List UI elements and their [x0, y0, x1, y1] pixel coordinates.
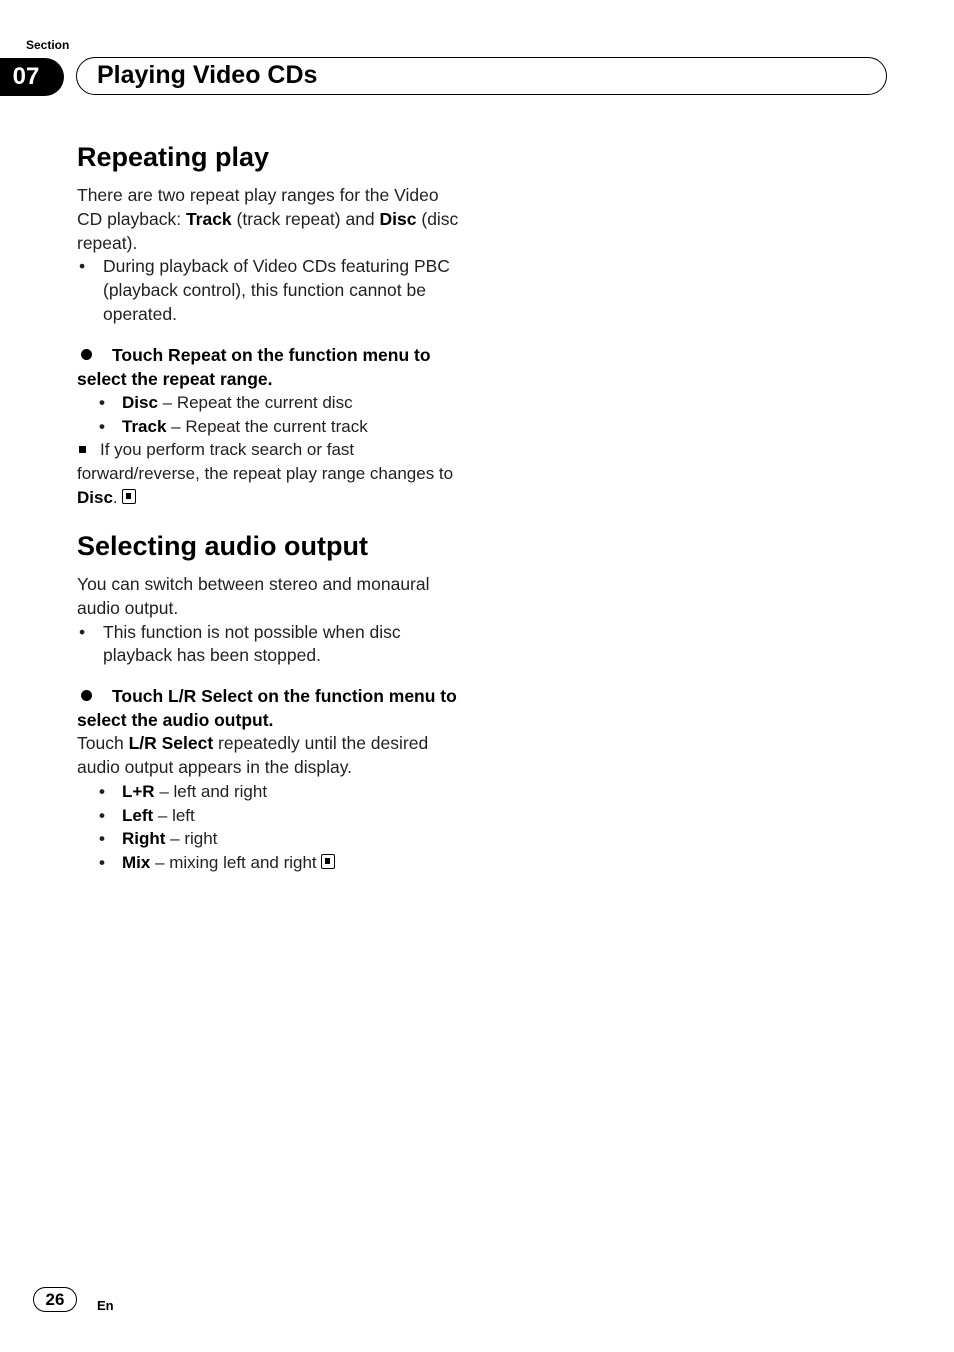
audio-option-left: • Left – left — [99, 805, 195, 825]
audio-output-intro: You can switch between stereo and monaural audio output. — [77, 574, 430, 618]
repeating-play-section — [77, 141, 461, 510]
repeat-option-track: • Track – Repeat the current track — [99, 416, 368, 436]
repeating-play-note: If you perform track search or fast forward/reverse, the repeat play range changes to Disc. — [77, 440, 454, 508]
language-label: En — [97, 1298, 114, 1313]
step-bullet-icon — [81, 690, 92, 701]
audio-option-mix: • Mix – mixing left and right — [77, 851, 461, 875]
audio-output-step: Touch L/R Select on the function menu to select the audio output. — [77, 686, 457, 731]
repeating-play-heading: Repeating play — [77, 142, 270, 172]
note-square-icon — [79, 446, 86, 453]
end-mark-icon — [122, 489, 136, 504]
audio-output-body: Touch L/R Select repeatedly until the desired audio output appears in the display. — [77, 733, 429, 777]
audio-output-bullet: • This function is not possible when disc playback has been stopped. — [79, 621, 401, 666]
section-title-box — [76, 57, 887, 95]
repeating-play-bullet: • During playback of Video CDs featuring PBC (playback control), this function cannot be operated. — [79, 256, 450, 324]
end-mark-icon — [321, 854, 335, 869]
section-label: Section — [26, 38, 70, 52]
repeat-option-disc: • Disc – Repeat the current disc — [99, 392, 353, 412]
section-title: Playing Video CDs — [97, 61, 318, 89]
page-number: 26 — [33, 1287, 77, 1312]
step-bullet-icon — [81, 349, 92, 360]
audio-option-lr: • L+R – left and right — [99, 781, 268, 801]
audio-output-section — [77, 530, 461, 875]
repeating-play-step: Touch Repeat on the function menu to select the repeat range. — [77, 344, 431, 389]
audio-option-right: • Right – right — [99, 829, 218, 849]
audio-output-heading: Selecting audio output — [77, 531, 368, 561]
section-number-badge: 07 — [0, 58, 64, 96]
repeating-play-intro: There are two repeat play ranges for the Video CD playback: Track (track repeat) and Disc (disc repeat). — [77, 185, 459, 253]
